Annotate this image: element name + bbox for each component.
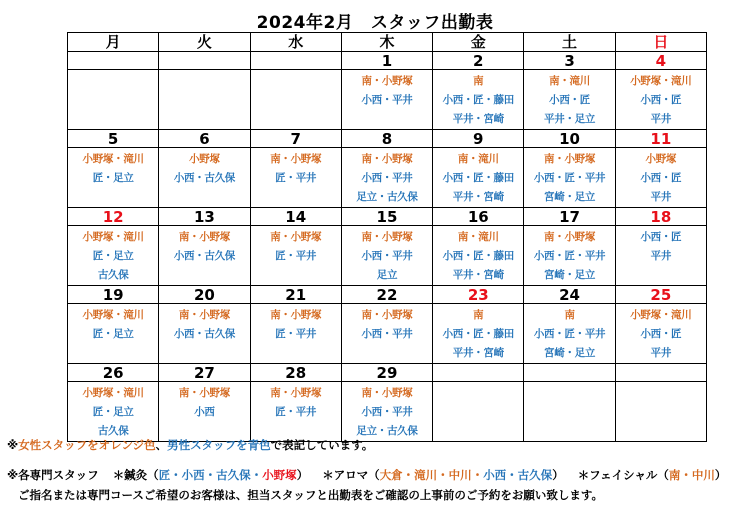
male-staff-line: 匠・平井: [275, 406, 317, 418]
day-staff-cell: [159, 304, 250, 364]
staff-row: [68, 226, 707, 286]
staff-row: [68, 382, 707, 442]
staff-row: [68, 70, 707, 130]
male-staff-line: 古久保: [97, 425, 129, 437]
weekday-header: 火: [159, 33, 250, 52]
male-staff-line: 平井: [650, 113, 672, 125]
male-staff-line: 宮崎・足立: [544, 191, 596, 203]
day-number: 6: [159, 130, 250, 148]
day-staff-cell: [433, 304, 524, 364]
female-staff-line: 小野塚・滝川: [82, 153, 144, 165]
day-staff-cell: [433, 382, 524, 442]
day-number: 1: [341, 52, 432, 70]
male-staff-line: 宮崎・足立: [544, 269, 596, 281]
male-staff-line: 小西・匠・平井: [533, 328, 606, 340]
day-number: [250, 52, 341, 70]
day-staff-cell: [615, 70, 706, 130]
day-number: 2: [433, 52, 524, 70]
male-staff-line: 小西・匠・平井: [533, 172, 606, 184]
facial-label: ＊フェイシャル（: [577, 468, 669, 482]
day-number: 16: [433, 208, 524, 226]
day-staff-cell: [159, 382, 250, 442]
female-staff-line: 小野塚・滝川: [630, 309, 692, 321]
female-staff-line: 南・小野塚: [178, 387, 230, 399]
date-row: [68, 52, 707, 70]
day-staff-cell: [68, 70, 159, 130]
day-staff-cell: [68, 304, 159, 364]
staff-schedule-calendar: [67, 32, 707, 442]
male-staff-line: 古久保: [97, 269, 129, 281]
day-staff-cell: [615, 226, 706, 286]
facial-female: 南・中川: [668, 468, 715, 482]
day-number: 5: [68, 130, 159, 148]
day-staff-cell: [524, 226, 615, 286]
female-staff-line: 南・滝川: [457, 231, 499, 243]
day-number: 14: [250, 208, 341, 226]
day-staff-cell: [68, 382, 159, 442]
male-staff-line: 小西・平井: [361, 172, 413, 184]
day-number: [524, 364, 615, 382]
female-staff-line: 小野塚: [189, 153, 220, 165]
day-staff-cell: [341, 70, 432, 130]
day-number: 20: [159, 286, 250, 304]
day-number: 23: [433, 286, 524, 304]
day-number: [159, 52, 250, 70]
day-number: 21: [250, 286, 341, 304]
male-staff-line: 小西・匠: [549, 94, 590, 106]
date-row: [68, 286, 707, 304]
day-number: 15: [341, 208, 432, 226]
day-staff-cell: [250, 304, 341, 364]
male-staff-line: 小西・古久保: [173, 328, 236, 340]
male-staff-line: 平井・宮崎: [452, 347, 504, 359]
male-staff-line: 小西・古久保: [173, 172, 236, 184]
male-staff-line: 平井: [650, 191, 672, 203]
day-number: [68, 52, 159, 70]
aroma-male: 小西・古久保: [483, 468, 553, 482]
weekday-header: 水: [250, 33, 341, 52]
weekday-header: 月: [68, 33, 159, 52]
day-number: 28: [250, 364, 341, 382]
female-staff-line: 南・小野塚: [361, 387, 413, 399]
weekday-header-row: [68, 33, 707, 52]
day-number: 24: [524, 286, 615, 304]
female-staff-line: 南・小野塚: [270, 153, 322, 165]
female-staff-line: 小野塚・滝川: [82, 231, 144, 243]
day-staff-cell: [615, 148, 706, 208]
day-number: 3: [524, 52, 615, 70]
day-number: 10: [524, 130, 615, 148]
male-staff-line: 宮崎・足立: [544, 347, 596, 359]
male-staff-line: 平井: [650, 347, 672, 359]
day-number: 9: [433, 130, 524, 148]
day-number: 19: [68, 286, 159, 304]
male-staff-line: 平井・宮崎: [452, 269, 504, 281]
female-staff-line: 南・滝川: [457, 153, 499, 165]
male-staff-line: 匠・平井: [275, 328, 317, 340]
weekday-header: 土: [524, 33, 615, 52]
male-staff-line: 平井・宮崎: [452, 113, 504, 125]
date-row: [68, 130, 707, 148]
color-legend-note: [7, 437, 373, 453]
male-staff-line: 足立・古久保: [356, 425, 418, 437]
page-title: 2024年2月 スタッフ出勤表: [256, 13, 494, 33]
female-staff-line: 南・小野塚: [361, 75, 413, 87]
day-staff-cell: [250, 382, 341, 442]
acupuncture-male: 匠・小西・古久保: [158, 468, 251, 482]
male-staff-line: 小西・平井: [361, 94, 413, 106]
day-number: 12: [68, 208, 159, 226]
male-staff-line: 小西・平井: [361, 328, 413, 340]
female-staff-line: 南・小野塚: [361, 153, 413, 165]
day-staff-cell: [341, 382, 432, 442]
male-staff-line: 足立・古久保: [356, 191, 418, 203]
day-number: 25: [615, 286, 706, 304]
female-staff-line: 南・小野塚: [178, 231, 230, 243]
specialist-staff-note: [7, 467, 726, 483]
female-staff-line: 南・小野塚: [544, 231, 596, 243]
day-staff-cell: [250, 148, 341, 208]
female-staff-line: 南・小野塚: [361, 309, 413, 321]
legend-male: 男性スタッフを青色: [167, 438, 271, 452]
male-staff-line: 平井・足立: [544, 113, 596, 125]
male-staff-line: 小西・匠・藤田: [442, 250, 514, 262]
female-staff-line: 南・小野塚: [270, 309, 322, 321]
day-number: [615, 364, 706, 382]
day-number: [433, 364, 524, 382]
weekday-header: 日: [615, 33, 706, 52]
day-staff-cell: [341, 226, 432, 286]
day-staff-cell: [433, 226, 524, 286]
acupuncture-dot: ・: [250, 468, 263, 482]
acupuncture-label: ＊鍼灸（: [112, 468, 159, 482]
male-staff-line: 小西・匠・藤田: [442, 172, 514, 184]
male-staff-line: 匠・足立: [92, 172, 134, 184]
female-staff-line: 南・小野塚: [270, 231, 322, 243]
female-staff-line: 南・小野塚: [270, 387, 322, 399]
reservation-note: ご指名または専門コースご希望のお客様は、担当スタッフと出勤表をご確認の上事前のご予約をお願い致します。: [18, 488, 603, 502]
day-staff-cell: [159, 70, 250, 130]
aroma-close: ）: [552, 468, 564, 482]
staff-row: [68, 148, 707, 208]
male-staff-line: 匠・足立: [92, 406, 134, 418]
date-row: [68, 364, 707, 382]
specialist-label: ※各専門スタッフ: [7, 468, 99, 482]
female-staff-line: 南・小野塚: [178, 309, 230, 321]
male-staff-line: 足立: [376, 269, 398, 281]
female-staff-line: 南: [564, 309, 575, 321]
day-staff-cell: [250, 70, 341, 130]
day-number: 18: [615, 208, 706, 226]
female-staff-line: 南・小野塚: [544, 153, 596, 165]
aroma-female: 大倉・滝川・中川: [379, 468, 472, 482]
male-staff-line: 小西: [194, 406, 215, 418]
acupuncture-female: 小野塚: [262, 468, 297, 482]
male-staff-line: 匠・平井: [275, 250, 317, 262]
weekday-header: 金: [433, 33, 524, 52]
day-number: 11: [615, 130, 706, 148]
day-staff-cell: [433, 70, 524, 130]
facial-close: ）: [714, 468, 727, 482]
male-staff-line: 小西・匠: [640, 328, 682, 340]
day-number: 7: [250, 130, 341, 148]
day-staff-cell: [524, 70, 615, 130]
day-staff-cell: [341, 304, 432, 364]
male-staff-line: 匠・足立: [92, 328, 134, 340]
male-staff-line: 小西・匠: [640, 172, 682, 184]
day-staff-cell: [159, 226, 250, 286]
female-staff-line: 小野塚・滝川: [82, 309, 144, 321]
day-number: 8: [341, 130, 432, 148]
day-number: 27: [159, 364, 250, 382]
male-staff-line: 小西・匠・藤田: [442, 328, 514, 340]
female-staff-line: 南・滝川: [549, 75, 590, 87]
day-staff-cell: [159, 148, 250, 208]
male-staff-line: 小西・平井: [361, 406, 413, 418]
day-staff-cell: [341, 148, 432, 208]
day-staff-cell: [615, 382, 706, 442]
legend-separator: 、: [155, 438, 168, 452]
day-staff-cell: [68, 148, 159, 208]
legend-suffix: で表記しています。: [270, 438, 374, 452]
legend-female: 女性スタッフをオレンジ色: [18, 438, 156, 452]
date-row: [68, 208, 707, 226]
female-staff-line: 南: [473, 75, 484, 87]
male-staff-line: 小西・匠: [640, 94, 682, 106]
legend-prefix: ※: [7, 438, 19, 452]
day-staff-cell: [68, 226, 159, 286]
male-staff-line: 匠・足立: [92, 250, 134, 262]
female-staff-line: 南・小野塚: [361, 231, 413, 243]
male-staff-line: 平井: [650, 250, 672, 262]
female-staff-line: 小野塚・滝川: [630, 75, 692, 87]
staff-row: [68, 304, 707, 364]
day-staff-cell: [524, 382, 615, 442]
male-staff-line: 匠・平井: [275, 172, 317, 184]
male-staff-line: 小西・匠・平井: [533, 250, 606, 262]
day-number: 22: [341, 286, 432, 304]
day-staff-cell: [433, 148, 524, 208]
female-staff-line: 小野塚: [645, 153, 677, 165]
aroma-dot: ・: [471, 468, 484, 482]
day-staff-cell: [524, 148, 615, 208]
day-number: 26: [68, 364, 159, 382]
male-staff-line: 小西・古久保: [173, 250, 236, 262]
day-number: 17: [524, 208, 615, 226]
female-staff-line: 小野塚・滝川: [82, 387, 144, 399]
day-staff-cell: [615, 304, 706, 364]
male-staff-line: 小西・平井: [361, 250, 413, 262]
male-staff-line: 平井・宮崎: [452, 191, 504, 203]
weekday-header: 木: [341, 33, 432, 52]
day-staff-cell: [524, 304, 615, 364]
day-number: 29: [341, 364, 432, 382]
day-number: 4: [615, 52, 706, 70]
day-staff-cell: [250, 226, 341, 286]
day-number: 13: [159, 208, 250, 226]
acupuncture-close: ）: [296, 468, 309, 482]
aroma-label: ＊アロマ（: [322, 468, 380, 482]
male-staff-line: 小西・匠・藤田: [442, 94, 514, 106]
male-staff-line: 小西・匠: [640, 231, 682, 243]
female-staff-line: 南: [473, 309, 484, 321]
